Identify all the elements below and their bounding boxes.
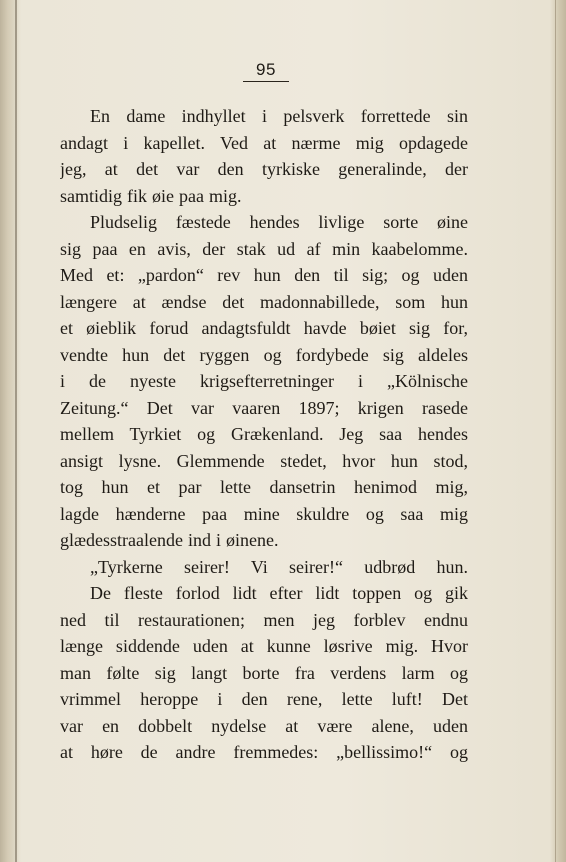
text-line: et øieblik forud andagtsfuldt havde bøiet sig for,: [60, 318, 468, 338]
text-line: længere at ændse det madonnabillede, som hun: [60, 291, 468, 312]
body-text: [60, 103, 468, 766]
text-line: ansigt lysne. Glemmende stedet, hvor hun stod,: [60, 450, 468, 471]
text-line: at høre de andre fremmedes: „bellissimo!“ og: [60, 742, 468, 762]
page-right-edge-line: [555, 0, 556, 862]
text-line: Pludselig fæstede hendes livlige sorte øine: [90, 212, 468, 232]
text-line: vendte hun det ryggen og fordybede sig aldeles: [60, 344, 468, 365]
text-line: længe siddende uden at kunne løsrive mig. Hvor: [60, 636, 468, 656]
text-line: „Tyrkerne seirer! Vi seirer!“ udbrød hun.: [90, 556, 468, 577]
text-line: jeg, at det var den tyrkiske generalinde, der: [60, 159, 468, 179]
text-line: man følte sig langt borte fra verdens larm og: [60, 662, 468, 683]
text-line: Med et: „pardon“ rev hun den til sig; og uden: [60, 265, 468, 285]
text-line: Zeitung.“ Det var vaaren 1897; krigen rasede: [60, 397, 468, 418]
page-right-edge: [550, 0, 566, 862]
text-line: lagde hænderne paa mine skuldre og saa mig: [60, 503, 468, 524]
text-line: En dame indhyllet i pelsverk forrettede sin: [90, 106, 468, 126]
gutter-shadow: [0, 0, 20, 862]
page-number: 95: [256, 60, 276, 79]
text-line: samtidig fik øie paa mig.: [60, 185, 242, 206]
text-line: tog hun et par lette dansetrin henimod mig,: [60, 477, 468, 497]
text-line: i de nyeste krigsefterretninger i „Kölnische: [60, 371, 468, 391]
text-line: andagt i kapellet. Ved at nærme mig opdagede: [60, 132, 468, 153]
text-line: var en dobbelt nydelse at være alene, uden: [60, 715, 468, 736]
text-line: De fleste forlod lidt efter lidt toppen og gik: [90, 583, 468, 603]
text-line: ned til restaurationen; men jeg forblev endnu: [60, 609, 468, 630]
text-line: glædesstraalende ind i øinene.: [60, 530, 279, 550]
text-line: vrimmel heroppe i den rene, lette luft! Det: [60, 689, 468, 709]
text-line: sig paa en avis, der stak ud af min kaabelomme.: [60, 238, 468, 259]
text-line: mellem Tyrkiet og Grækenland. Jeg saa hendes: [60, 424, 468, 444]
page-number-rule: [243, 81, 289, 82]
page-left-edge: [15, 0, 17, 862]
